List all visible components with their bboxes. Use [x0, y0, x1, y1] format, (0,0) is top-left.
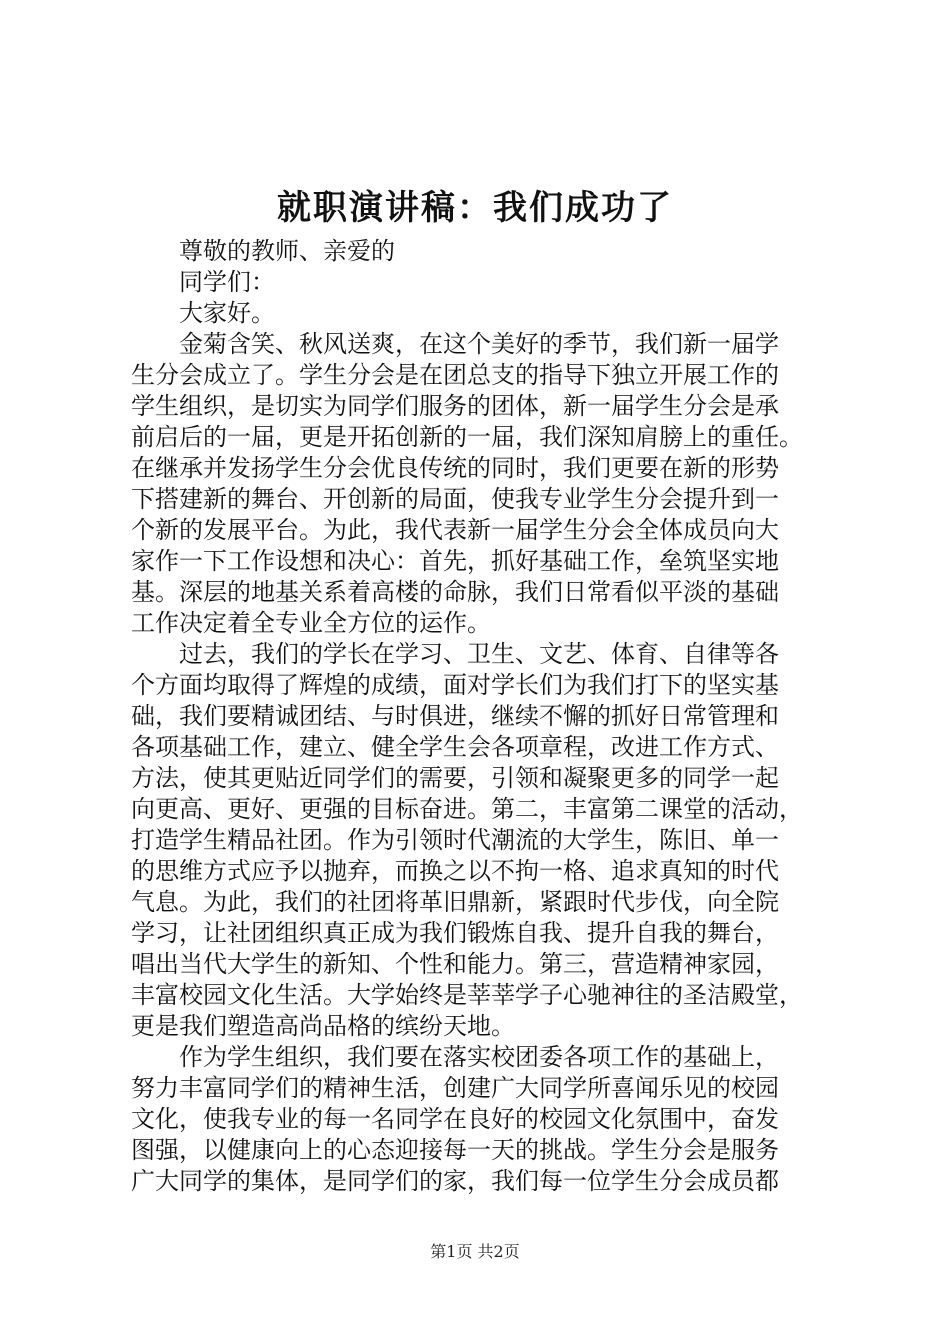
text-line: 文化，使我专业的每一名同学在良好的校园文化氛围中，奋发: [131, 1105, 779, 1133]
text-line: 家作一下工作设想和决心：首先，抓好基础工作，垒筑坚实地: [131, 547, 779, 575]
text-line: 广大同学的集体，是同学们的家，我们每一位学生分会成员都: [131, 1167, 779, 1195]
text-line: 图强，以健康向上的心态迎接每一天的挑战。学生分会是服务: [131, 1136, 779, 1164]
text-line: 学习，让社团组织真正成为我们锻炼自我、提升自我的舞台，: [131, 919, 779, 947]
text-line: 努力丰富同学们的精神生活，创建广大同学所喜闻乐见的校园: [131, 1074, 779, 1102]
text-line: 更是我们塑造高尚品格的缤纷天地。: [131, 1012, 515, 1040]
text-line: 向更高、更好、更强的目标奋进。第二，丰富第二课堂的活动，: [131, 795, 803, 823]
text-line: 的思维方式应予以抛弃，而换之以不拘一格、追求真知的时代: [131, 857, 779, 885]
text-line: 学生组织，是切实为同学们服务的团体，新一届学生分会是承: [131, 392, 779, 420]
text-line: 同学们：: [179, 268, 275, 296]
text-line: 础，我们要精诚团结、与时俱进，继续不懈的抓好日常管理和: [131, 702, 779, 730]
document-body: [131, 236, 825, 1197]
text-line: 各项基础工作，建立、健全学生会各项章程，改进工作方式、: [131, 733, 779, 761]
text-line: 气息。为此，我们的社团将革旧鼎新，紧跟时代步伐，向全院: [131, 888, 779, 916]
text-line: 金菊含笑、秋风送爽，在这个美好的季节，我们新一届学: [179, 330, 779, 358]
text-line: 在继承并发扬学生分会优良传统的同时，我们更要在新的形势: [131, 454, 779, 482]
document-title: 就职演讲稿：我们成功了: [277, 188, 673, 228]
text-line: 打造学生精品社团。作为引领时代潮流的大学生，陈旧、单一: [131, 826, 779, 854]
text-line: 个新的发展平台。为此，我代表新一届学生分会全体成员向大: [131, 516, 779, 544]
text-line: 大家好。: [179, 299, 275, 327]
text-line: 基。深层的地基关系着高楼的命脉，我们日常看似平淡的基础: [131, 578, 779, 606]
text-line: 唱出当代大学生的新知、个性和能力。第三，营造精神家园，: [131, 950, 779, 978]
text-line: 作为学生组织，我们要在落实校团委各项工作的基础上，: [179, 1043, 779, 1071]
page-footer: 第1页 共2页: [430, 1242, 520, 1261]
text-line: 前启后的一届，更是开拓创新的一届，我们深知肩膀上的重任。: [131, 423, 803, 451]
text-line: 方法，使其更贴近同学们的需要，引领和凝聚更多的同学一起: [131, 764, 779, 792]
text-line: 尊敬的教师、亲爱的: [179, 237, 395, 265]
text-line: 过去，我们的学长在学习、卫生、文艺、体育、自律等各: [179, 640, 779, 668]
text-line: 生分会成立了。学生分会是在团总支的指导下独立开展工作的: [131, 361, 779, 389]
text-line: 个方面均取得了辉煌的成绩，面对学长们为我们打下的坚实基: [131, 671, 779, 699]
text-line: 下搭建新的舞台、开创新的局面，使我专业学生分会提升到一: [131, 485, 779, 513]
text-line: 丰富校园文化生活。大学始终是莘莘学子心驰神往的圣洁殿堂，: [131, 981, 803, 1009]
text-line: 工作决定着全专业全方位的运作。: [131, 609, 491, 637]
